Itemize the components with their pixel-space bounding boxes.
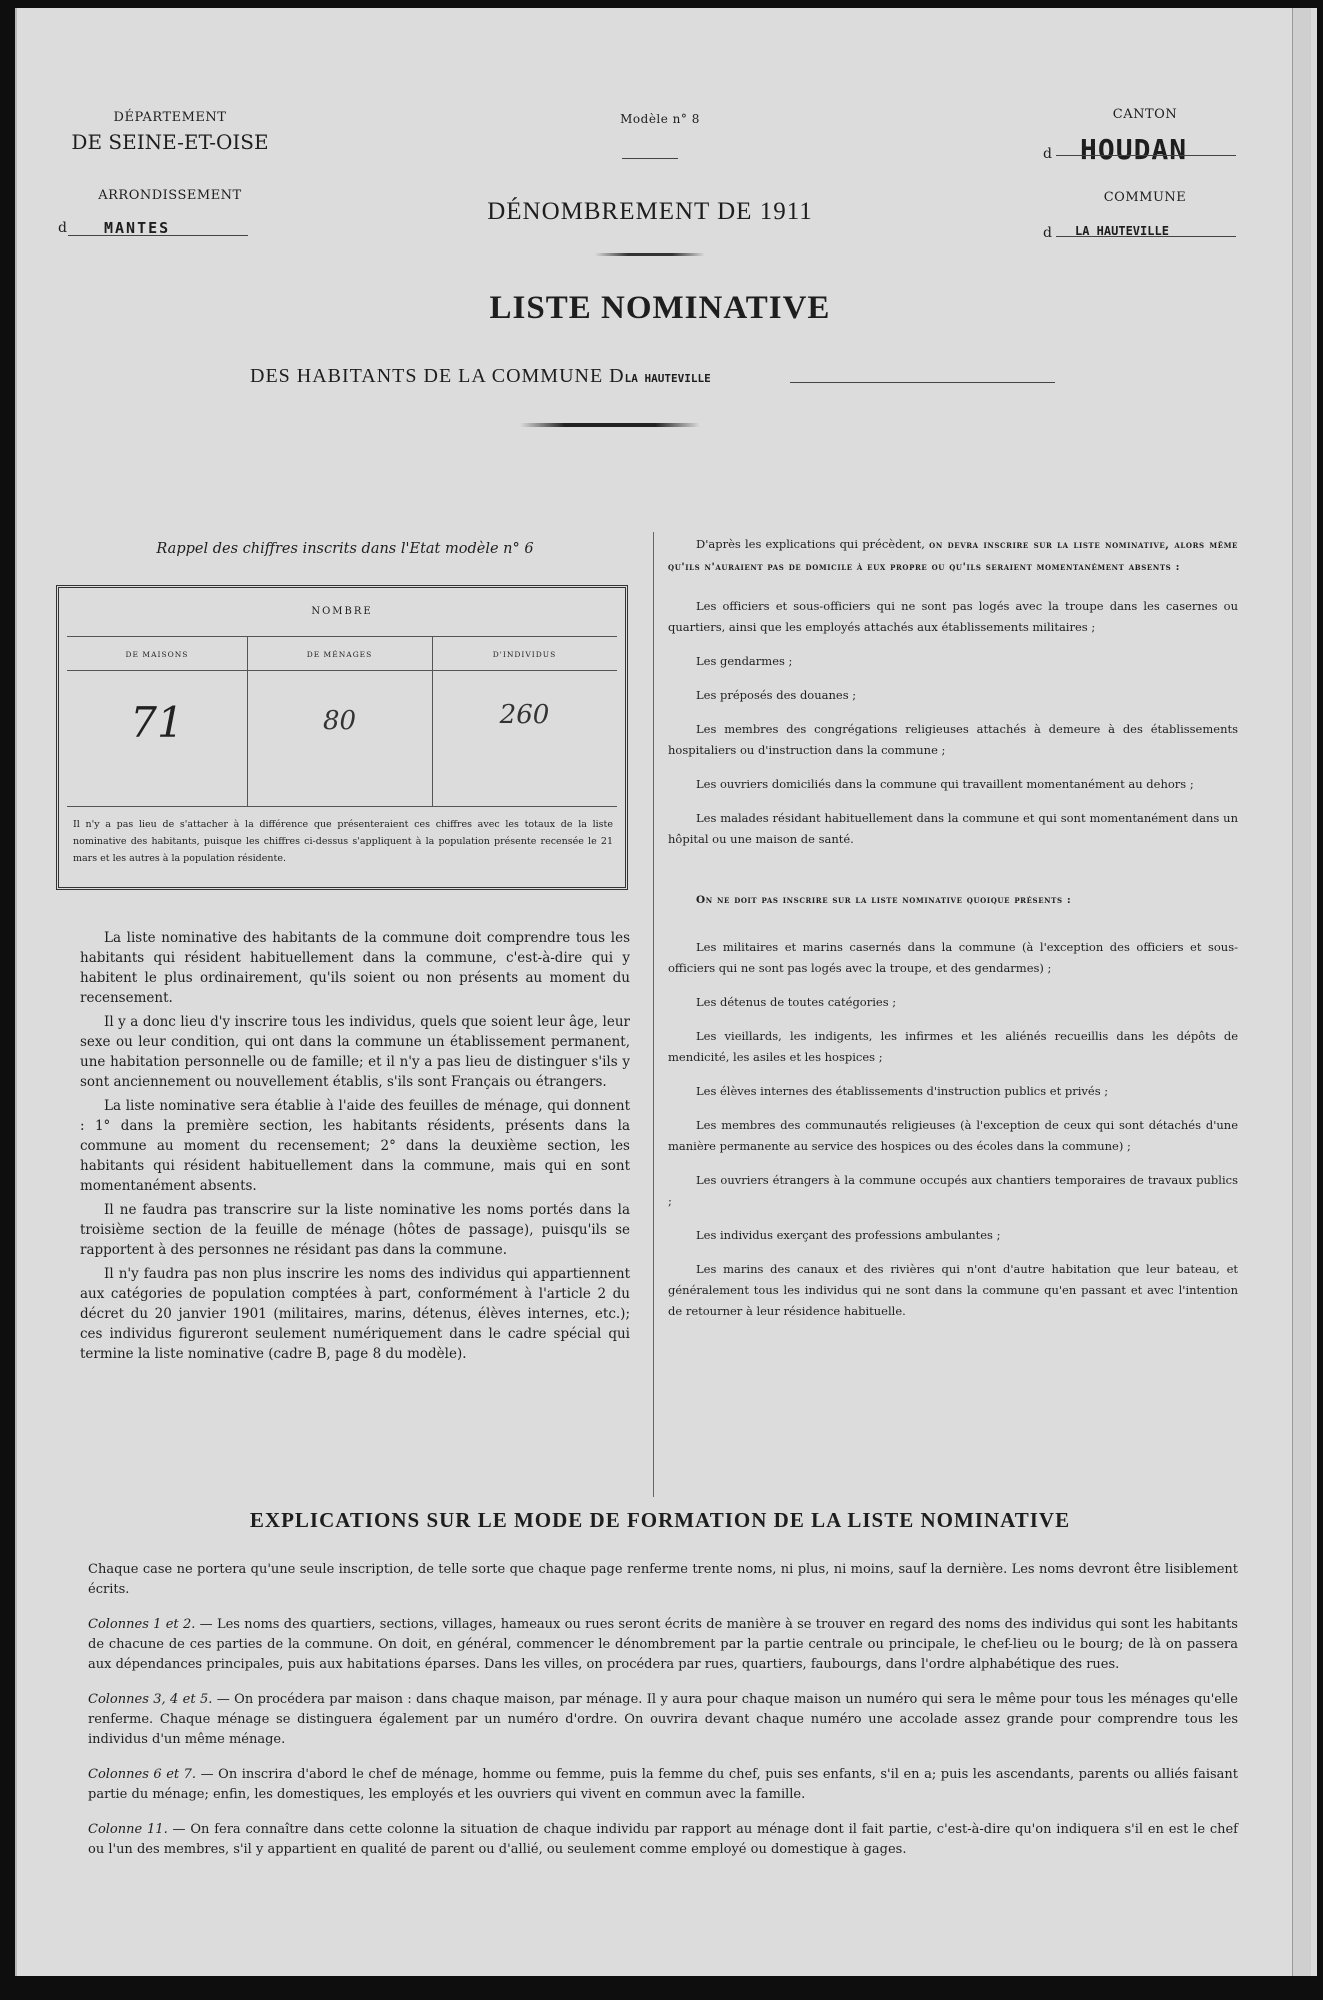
- habitants-commune-value: LA HAUTEVILLE: [624, 372, 711, 385]
- departement-label: DÉPARTEMENT: [113, 110, 227, 125]
- habitants-subtitle: [250, 365, 711, 388]
- explication-item: [88, 1820, 1238, 1860]
- ne-pas-item: Les membres des communautés religieuses (à l'exception de ceux qui sont détachés d'une manière permanente au service des hospices ou des écoles dans la commune) ;: [668, 1118, 1238, 1153]
- commune-prefix: d: [1043, 225, 1052, 241]
- modele-rule: [622, 158, 678, 159]
- col-individus-label: D'INDIVIDUS: [492, 650, 557, 659]
- arrondissement-label: ARRONDISSEMENT: [98, 188, 242, 203]
- value-individus: 260: [499, 700, 550, 730]
- rappel-note: Il n'y a pas lieu de s'attacher à la différence que présenteraient ces chiffres avec les totaux de la liste nominative des habitants, puisque les chiffres ci-dessus s'appliquent à la population présente recensée le 21 mars et les autres à la population résidente.: [73, 819, 613, 864]
- explication-item: [88, 1765, 1238, 1805]
- left-instructions: [80, 928, 630, 1368]
- subtitle-line: [790, 382, 1055, 383]
- inscrire-item: Les malades résidant habituellement dans la commune et qui sont momentanément dans un hôpital ou une maison de santé.: [668, 811, 1238, 846]
- nombre-header: NOMBRE: [311, 606, 373, 617]
- explication-item: [88, 1615, 1238, 1675]
- ornament-rule: [595, 253, 705, 256]
- ne-pas-item: Les ouvriers étrangers à la commune occupés aux chantiers temporaires de travaux publics ;: [668, 1173, 1238, 1208]
- arrondissement-line: [68, 235, 248, 236]
- inscrire-intro: [668, 534, 1238, 578]
- explication-text: On procédera par maison : dans chaque maison, par ménage. Il y aura pour chaque maison un numéro qui sera le même pour tous les ménages qu'elle renferme. Chaque ménage se distinguera également par un numéro d'ordre. On ouvrira devant chaque numéro une accolade assez grande pour comprendre tous les individus d'un même ménage.: [88, 1692, 1238, 1747]
- liste-nominative-title: LISTE NOMINATIVE: [489, 290, 831, 326]
- ne-pas-item: Les détenus de toutes catégories ;: [696, 995, 897, 1009]
- canton-value: HOUDAN: [1080, 133, 1188, 166]
- canton-prefix: d: [1043, 146, 1052, 162]
- arrondissement-value: MANTES: [104, 219, 171, 237]
- ne-pas-item: Les militaires et marins casernés dans la commune (à l'exception des officiers et sous-officiers qui ne sont pas logés avec la troupe, et des gendarmes) ;: [668, 940, 1238, 975]
- commune-value: LA HAUTEVILLE: [1075, 224, 1169, 238]
- column-divider: [653, 532, 654, 1497]
- explication-lead: Colonnes 3, 4 et 5. —: [88, 1692, 230, 1707]
- left-paragraph: La liste nominative sera établie à l'aide des feuilles de ménage, qui donnent : 1° dans la première section, les habitants résidents, présents dans la commune au moment du recensement; 2° dans la deuxième section, les habitants qui résident habituellement dans la commune, mais qui en sont momentanément absents.: [80, 1098, 630, 1194]
- value-menages: 80: [322, 706, 357, 736]
- values-rule: [67, 806, 617, 807]
- inscrire-item: Les ouvriers domiciliés dans la commune qui travaillent momentanément au dehors ;: [696, 777, 1194, 791]
- commune-label: COMMUNE: [1103, 190, 1187, 205]
- inscrire-intro-plain: D'après les explications qui précèdent,: [696, 537, 925, 551]
- inscrire-item: Les préposés des douanes ;: [696, 688, 857, 702]
- departement-value: DE SEINE-ET-OISE: [71, 130, 269, 154]
- col-maisons-label: DE MAISONS: [125, 650, 189, 659]
- explication-lead: Colonnes 1 et 2. —: [88, 1617, 213, 1632]
- explication-item: [88, 1690, 1238, 1750]
- rappel-table: [56, 585, 628, 890]
- left-paragraph: Il y a donc lieu d'y inscrire tous les individus, quels que soient leur âge, leur sexe ou leur condition, qui ont dans la commune un établissement permanent, une habitation personnelle ou de famille; et il n'y a pas lieu de distinguer s'ils y sont anciennement ou nouvellement établis, s'ils sont Français ou étrangers.: [80, 1014, 630, 1090]
- explication-lead: Colonne 11. —: [88, 1822, 186, 1837]
- page-edge: [1292, 8, 1311, 1976]
- subtitle-ornament: [520, 423, 700, 427]
- col-label-rule: [67, 670, 617, 671]
- explications-body: [88, 1560, 1238, 1875]
- modele-number: Modèle n° 8: [620, 112, 700, 126]
- denombrement-heading: DÉNOMBREMENT DE 1911: [487, 198, 813, 225]
- commune-line: [1056, 236, 1236, 237]
- nombre-header-rule: [67, 636, 617, 637]
- left-paragraph: Il ne faudra pas transcrire sur la liste nominative les noms portés dans la troisième section de la feuille de ménage (hôtes de passage), puisqu'ils se rapportent à des personnes ne résidant pas dans la commune.: [80, 1202, 630, 1258]
- explication-text: On fera connaître dans cette colonne la situation de chaque individu par rapport au ménage dont il fait partie, c'est-à-dire qu'on indiquera s'il en est le chef ou l'un des membres, s'il y appartient en qualité de parent ou d'allié, ou seulement comme employé ou domestique à gages.: [88, 1822, 1238, 1857]
- ne-pas-item: Les individus exerçant des professions ambulantes ;: [696, 1228, 1001, 1242]
- explication-text: Les noms des quartiers, sections, villages, hameaux ou rues seront écrits de manière à se trouver en regard des noms des individus qui sont les habitants de chacune de ces parties de la commune. On doit, en général, commencer le dénombrement par la partie centrale ou principale, le chef-lieu ou le bourg; de là on passera aux dépendances principales, puis aux habitations éparses. Dans les villes, on procédera par rues, quartiers, faubourgs, dans l'ordre alphabétique des rues.: [88, 1617, 1238, 1672]
- ne-pas-inscrire-heading: On ne doit pas inscrire sur la liste nominative quoique présents :: [696, 894, 1072, 906]
- inscrire-item: Les gendarmes ;: [696, 654, 793, 668]
- left-paragraph: Il n'y faudra pas non plus inscrire les noms des individus qui appartiennent aux catégories de population comptées à part, conformément à l'article 2 du décret du 20 janvier 1901 (militaires, marins, détenus, élèves internes, etc.); ces individus figureront seulement numériquement dans le cadre spécial qui termine la liste nominative (cadre B, page 8 du modèle).: [80, 1266, 630, 1362]
- ne-pas-item: Les vieillards, les indigents, les infirmes et les aliénés recueillis dans les dépôts de mendicité, les asiles et les hospices ;: [668, 1029, 1238, 1064]
- canton-label: CANTON: [1112, 107, 1178, 122]
- col-menages-label: DE MÉNAGES: [306, 650, 373, 659]
- value-maisons: 71: [130, 698, 184, 747]
- inscrire-intro-caps: on devra inscrire sur la liste nominative, alors même qu'ils n'auraient pas de domicile à eux propre ou qu'ils seraient momentanément absents :: [668, 539, 1238, 573]
- right-instructions: [668, 534, 1238, 1335]
- inscrire-item: Les membres des congrégations religieuses attachés à demeure à des établissements hospitaliers ou d'instruction dans la commune ;: [668, 722, 1238, 757]
- rappel-caption: Rappel des chiffres inscrits dans l'Etat modèle n° 6: [156, 541, 534, 557]
- explication-text: On inscrira d'abord le chef de ménage, homme ou femme, puis la femme du chef, puis ses enfants, s'il en a; puis les ascendants, parents ou alliés faisant partie du ménage; enfin, les domestiques, les employés et les ouvriers qui vivent en commun avec la famille.: [88, 1767, 1239, 1802]
- canton-line: [1056, 155, 1236, 156]
- ne-pas-item: Les marins des canaux et des rivières qui n'ont d'autre habitation que leur bateau, et généralement tous les individus qui ne sont dans la commune qu'en passant et avec l'intention de retourner à leur résidence habituelle.: [668, 1262, 1238, 1318]
- left-paragraph: La liste nominative des habitants de la commune doit comprendre tous les habitants qui résident habituellement dans la commune, c'est-à-dire qui y habitent le plus ordinairement, qu'ils soient ou non présents au moment du recensement.: [80, 930, 630, 1006]
- inscrire-item: Les officiers et sous-officiers qui ne sont pas logés avec la troupe dans les casernes ou quartiers, ainsi que les employés attachés aux établissements militaires ;: [668, 599, 1238, 634]
- arrondissement-prefix: d: [58, 220, 67, 236]
- explication-lead: Colonnes 6 et 7. —: [88, 1767, 214, 1782]
- explications-heading: EXPLICATIONS SUR LE MODE DE FORMATION DE LA LISTE NOMINATIVE: [249, 1508, 1071, 1532]
- explications-intro: Chaque case ne portera qu'une seule inscription, de telle sorte que chaque page renferme trente noms, ni plus, ni moins, sauf la dernière. Les noms devront être lisiblement écrits.: [88, 1562, 1238, 1597]
- ne-pas-item: Les élèves internes des établissements d'instruction publics et privés ;: [696, 1084, 1109, 1098]
- habitants-subtitle-text: DES HABITANTS DE LA COMMUNE D: [250, 365, 625, 387]
